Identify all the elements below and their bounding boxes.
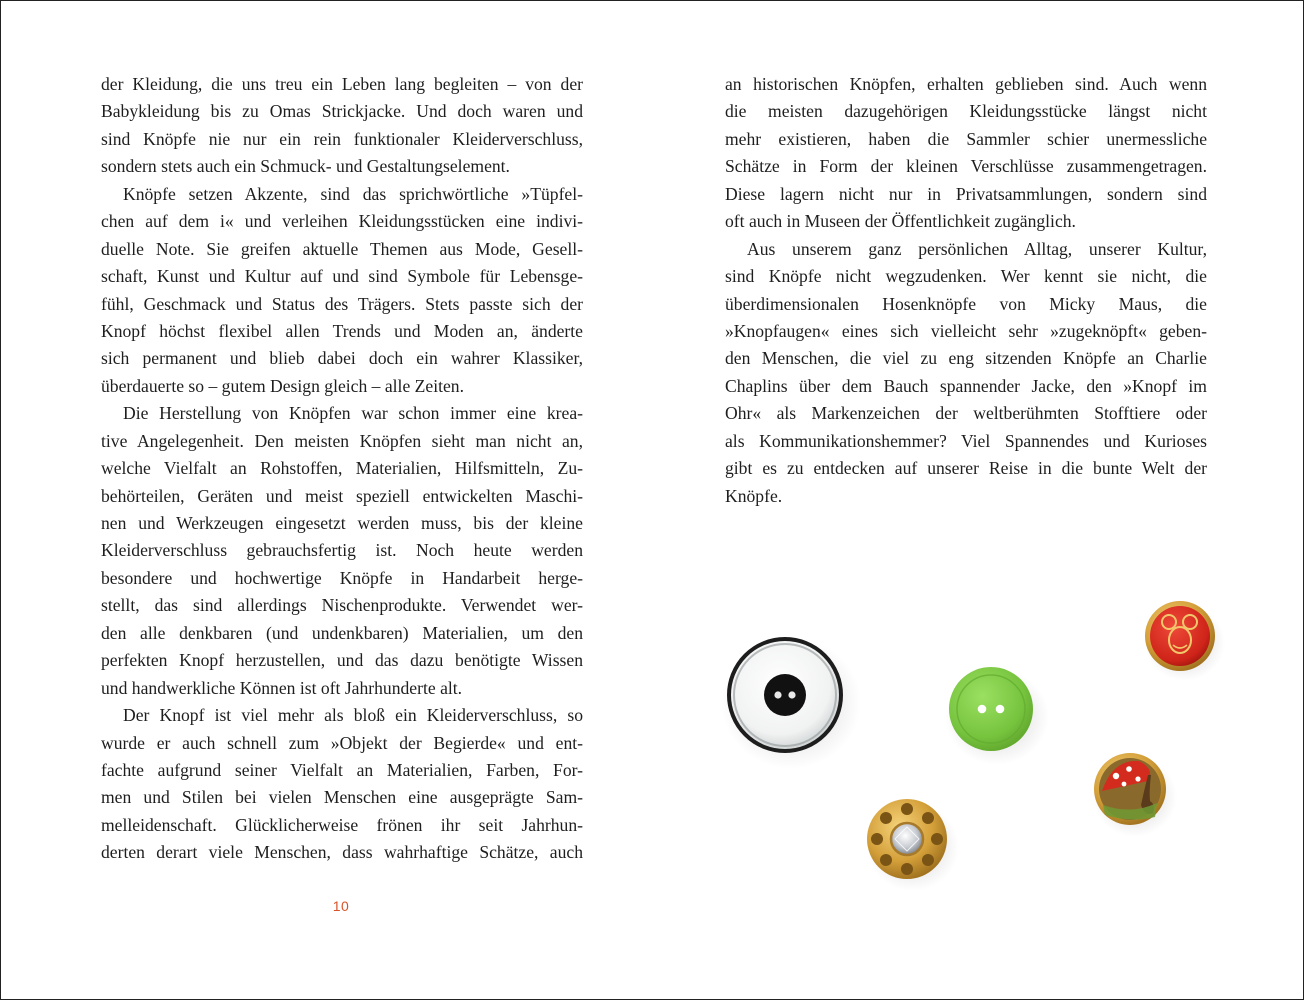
text-line: wurde er auch schnell zum »Objekt der Begierde« und ent- [101,732,583,753]
filigree-hole [871,833,883,845]
left-page-text [101,71,583,867]
text-line: sind Knöpfe nicht wegzudenken. Wer kennt sie nicht, die [725,266,1207,287]
text-line: den alle denkbaren (und undenkbaren) Materialien, um den [101,622,583,643]
text-line: Knöpfe setzen Akzente, sind das sprichwörtliche »Tüpfel- [123,183,583,204]
mushroom-dot [1113,773,1119,779]
text-line: sondern stets auch ein Schmuck- und Gestaltungselement. [101,156,510,177]
text-line: derten derart viele Menschen, dass wahrhaftige Schätze, auch [101,842,583,863]
text-line: Chaplins über dem Bauch spannender Jacke, den »Knopf im [725,375,1207,396]
text-line: duelle Note. Sie greifen aktuelle Themen aus Mode, Gesell- [101,238,583,259]
button-hole [996,705,1005,714]
text-line: behörteilen, Geräten und meist speziell entwickelten Maschi- [101,485,583,506]
text-line: schaft, Kunst und Kultur auf und sind Symbole für Lebensge- [101,266,583,287]
button-face [1150,606,1210,666]
text-line: tive Angelegenheit. Den meisten Knöpfen sieht man nicht an, [101,430,583,451]
clear-button [721,637,861,769]
text-line: fachte aufgrund seiner Vielfalt an Materialien, Farben, For- [101,759,583,780]
text-line: melleidenschaft. Glücklicherweise frönen ihr seit Jahrhun- [101,814,583,835]
filigree-hole [901,803,913,815]
filigree-hole [931,833,943,845]
text-line: an historischen Knöpfen, erhalten geblieben sind. Auch wenn [725,74,1207,94]
button-disc [949,667,1033,751]
text-line: Ohr« als Markenzeichen der weltberühmten Stofftiere oder [725,403,1207,424]
text-line: mehr existieren, haben die Sammler schier unermessliche [725,128,1207,149]
filigree-hole [922,812,934,824]
text-line: besondere und hochwertige Knöpfe in Handarbeit herge- [101,567,583,588]
text-line: stellt, das sind allerdings Nischenprodukte. Verwendet wer- [101,595,583,616]
text-line: Diese lagern nicht nur in Privatsammlungen, sondern sind [725,183,1207,204]
text-line: die meisten dazugehörigen Kleidungsstücke längst nicht [725,101,1207,122]
button-hole [774,691,781,698]
mushroom-dot [1122,782,1127,787]
buttons-photo [701,591,1261,911]
text-line: »Knopfaugen« eines sich vielleicht sehr »zugeknöpft« geben- [725,320,1207,341]
text-line: Knöpfe. [725,485,783,506]
button-hole [788,691,795,698]
text-line: sich permanent und blieb dabei doch ein wahrer Klassiker, [101,348,583,369]
text-line: nen und Werkzeugen eingesetzt werden muss, bis der kleine [101,513,583,533]
text-line: gibt es zu entdecken auf unserer Reise in die bunte Welt der [725,458,1207,479]
text-line: Die Herstellung von Knöpfen war schon immer eine krea- [123,403,583,424]
text-line: und handwerkliche Können ist oft Jahrhunderte alt. [101,677,463,698]
text-line: Babykleidung bis zu Omas Strickjacke. Und doch waren und [101,101,583,122]
text-line: men und Stilen bei vielen Menschen eine ausgeprägte Sam- [101,787,583,808]
text-line: überdauerte so – gutem Design gleich – alle Zeiten. [101,375,464,396]
filigree-hole [880,812,892,824]
text-line: überdimensionalen Hosenknöpfe von Micky Maus, die [725,293,1207,314]
filigree-hole [880,854,892,866]
button-center [764,674,806,716]
text-line: Aus unserem ganz persönlichen Alltag, unserer Kultur, [747,238,1207,259]
red-mickey-button [1145,601,1225,681]
text-line: perfekten Knopf herzustellen, und das dazu benötigte Wissen [101,650,583,671]
text-line: Knopf höchst flexibel allen Trends und Moden an, änderte [101,320,583,341]
green-button [945,667,1049,765]
text-line: als Kommunikationshemmer? Viel Spannendes und Kurioses [725,430,1207,451]
text-line: Der Knopf ist viel mehr als bloß ein Kleiderverschluss, so [123,705,583,726]
filigree-hole [901,863,913,875]
text-line: oft auch in Museen der Öffentlichkeit zugänglich. [725,211,1076,232]
page-number: 10 [332,898,350,914]
text-line: der Kleidung, die uns treu ein Leben lang begleiten – von der [101,74,583,94]
text-line: welche Vielfalt an Rohstoffen, Materialien, Hilfsmitteln, Zu- [101,458,583,479]
filigree-hole [922,854,934,866]
button-hole [978,705,987,714]
mushroom-dot [1135,776,1140,781]
right-page-text [725,71,1207,510]
rhinestone [891,823,923,855]
text-line: Schätze in Form der kleinen Verschlüsse zusammengetragen. [725,156,1207,177]
gold-filigree-button [867,799,959,891]
text-line: sind Knöpfe nie nur ein rein funktionaler Kleiderverschluss, [101,128,583,149]
mushroom-dot [1126,766,1132,772]
mushroom-enamel-button [1093,753,1177,837]
text-line: Kleiderverschluss gebrauchsfertig ist. Noch heute werden [101,540,583,561]
text-line: fühl, Geschmack und Status des Trägers. Stets passte sich der [101,293,583,314]
text-line: chen auf dem i« und verleihen Kleidungsstücken eine indivi- [101,211,583,232]
text-line: den Menschen, die viel zu eng sitzenden Knöpfe an Charlie [725,348,1207,369]
